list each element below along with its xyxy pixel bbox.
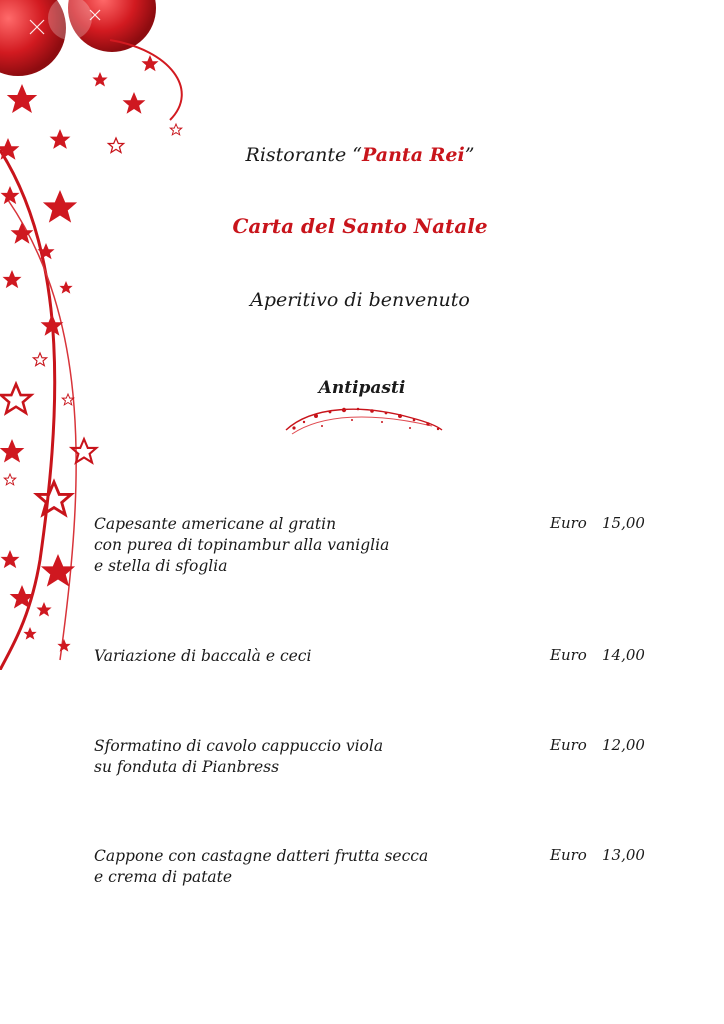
menu-title: Carta del Santo Natale: [232, 214, 488, 238]
price-value: 13,00: [602, 846, 645, 864]
dish-item: [94, 514, 514, 577]
welcome-aperitivo: Aperitivo di benvenuto: [250, 289, 470, 311]
dish-line: Capesante americane al gratin: [94, 515, 337, 533]
restaurant-name: Panta Rei: [362, 144, 465, 166]
price-value: 15,00: [602, 514, 645, 532]
dish-price: [550, 846, 660, 864]
dish-item: [94, 646, 514, 667]
price-currency: Euro: [550, 736, 587, 754]
star-swirl-flourish-icon: [282, 400, 446, 440]
dish-line: e crema di patate: [94, 868, 233, 886]
restaurant-prefix: Ristorante “: [245, 144, 363, 166]
dish-line: e stella di sfoglia: [94, 557, 228, 575]
section-title-antipasti: Antipasti: [318, 378, 406, 398]
dish-line: Variazione di baccalà e ceci: [94, 647, 312, 665]
price-value: 12,00: [602, 736, 645, 754]
price-currency: Euro: [550, 646, 587, 664]
dish-item: [94, 846, 514, 888]
dish-line: Sformatino di cavolo cappuccio viola: [94, 737, 384, 755]
restaurant-title: [170, 144, 550, 166]
price-value: 14,00: [602, 646, 645, 664]
dish-price: [550, 736, 660, 754]
dish-line: con purea di topinambur alla vaniglia: [94, 536, 390, 554]
price-currency: Euro: [550, 514, 587, 532]
dish-price: [550, 646, 660, 664]
restaurant-suffix: ”: [464, 144, 475, 166]
dish-price: [550, 514, 660, 532]
dish-line: Cappone con castagne datteri frutta secca: [94, 847, 429, 865]
price-currency: Euro: [550, 846, 587, 864]
dish-item: [94, 736, 514, 778]
dish-line: su fonduta di Pianbress: [94, 758, 280, 776]
